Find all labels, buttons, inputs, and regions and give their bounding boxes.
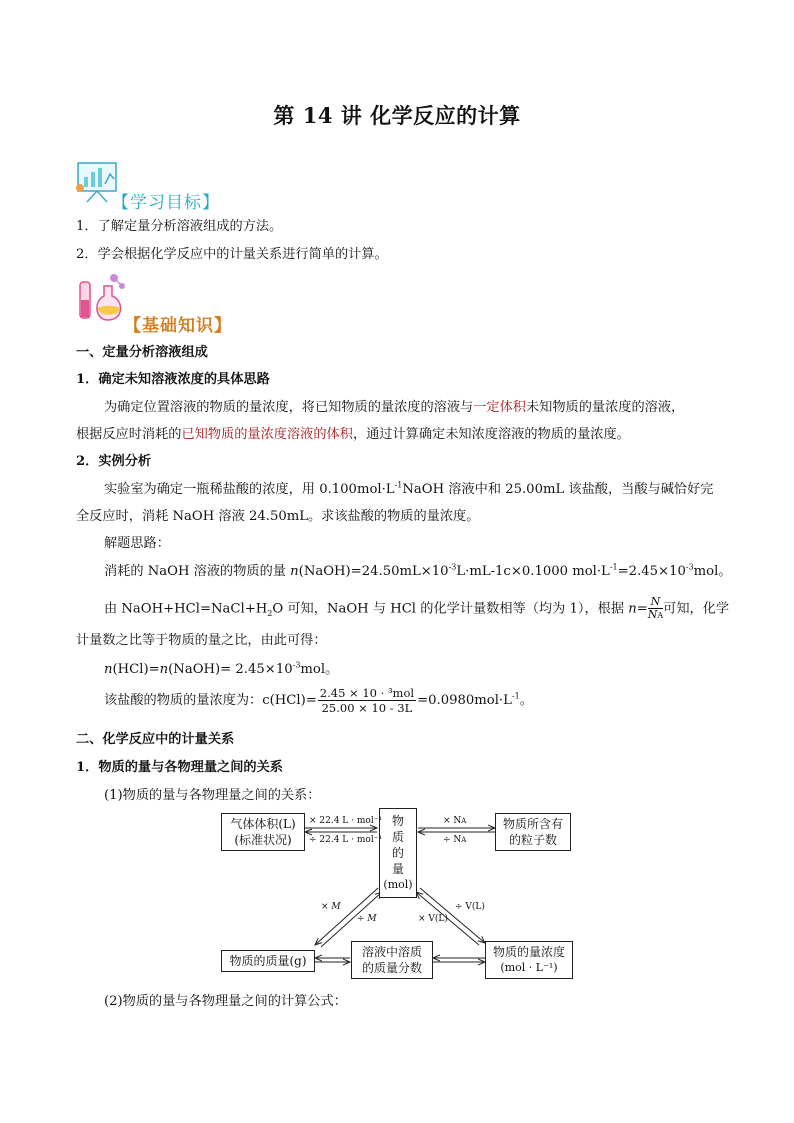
arrow-label: ÷ V(L) (455, 902, 485, 912)
part2-sub1-heading: 1．物质的量与各物理量之间的关系 (76, 760, 283, 775)
molar-concentration-box: 物质的量浓度 (mol · L⁻¹) (485, 941, 573, 979)
particle-count-box: 物质所含有 的粒子数 (495, 813, 571, 851)
part2-heading: 二、化学反应中的计量关系 (76, 732, 235, 747)
mass-box: 物质的质量(g) (221, 950, 315, 972)
list-item: (2)物质的量与各物理量之间的计算公式： (104, 994, 347, 1009)
concentration-fraction: $\frac{\text{2.45 × 10 · ³mol}}{25.00 \times 10 - 3L}$ (319, 686, 415, 715)
goal-item: 1．了解定量分析溶液组成的方法。 (76, 219, 283, 234)
part1-heading: 一、定量分析溶液组成 (76, 345, 208, 360)
paragraph: 实验室为确定一瓶稀盐酸的浓度，用 $0.100mol\cdot L^{-1}NaOH$ 溶液中和 25.00mL 该盐酸，当酸与碱恰好完 (104, 480, 714, 497)
thinking-label: 解题思路： (104, 536, 170, 551)
learning-goals-heading: 【学习目标】 (112, 193, 220, 213)
arrow-label: × M (321, 902, 341, 912)
formula-fraction: $\frac{N}{NA}$ (647, 595, 664, 621)
chemistry-flask-icon (74, 272, 130, 324)
amount-of-substance-box: 物 质 的 量 (mol) (379, 808, 417, 898)
mass-fraction-box: 溶液中溶质 的质量分数 (351, 941, 433, 979)
paragraph: 根据反应时消耗的已知物质的量浓度溶液的体积，通过计算确定未知浓度溶液的物质的量浓度。 (76, 427, 630, 442)
goal-item: 2．学会根据化学反应中的计量关系进行简单的计算。 (76, 247, 388, 262)
arrow-label: × 22.4 L · mol⁻¹ (309, 816, 383, 826)
list-item: (1)物质的量与各物理量之间的关系： (104, 788, 321, 803)
basic-knowledge-heading: 【基础知识】 (124, 316, 232, 336)
highlight-text: 已知物质的量浓度溶液的体积 (181, 427, 353, 442)
paragraph: 全反应时，消耗 NaOH 溶液 24.50mL。求该盐酸的物质的量浓度。 (76, 509, 480, 524)
part1-sub2-heading: 2．实例分析 (76, 454, 152, 469)
relationship-diagram (215, 808, 590, 980)
paragraph: 计量数之比等于物质的量之比，由此可得： (76, 633, 327, 648)
paragraph: 为确定位置溶液的物质的量浓度，将已知物质的量浓度的溶液与一定体积未知物质的量浓度的溶液， (104, 400, 685, 415)
highlight-text: 一定体积 (473, 400, 526, 415)
solution-step-3: n(HCl)=n(NaOH)= $2.45\times 10^{-3}mol$。 (104, 660, 339, 677)
part1-sub1-heading: 1．确定未知溶液浓度的具体思路 (76, 372, 270, 387)
page-title: 第 14 讲 化学反应的计算 (273, 103, 521, 128)
arrow-label: × V(L) (418, 914, 448, 924)
solution-step-4: 该盐酸的物质的量浓度为：c(HCl)= $\frac{\text{2.45 × 10 · ³mol}}{25.00 \times 10 - 3L}$ $=0.0980mol\cdot L^{-1}$。 (104, 686, 533, 715)
solution-step-1: 消耗的 NaOH 溶液的物质的量 $n(NaOH)=24.50mL\times 10^{-3}L\cdot mL-1c\times 0.1000$ $mol\cdot L^{-1}=2.45\times 10^{-3}mol$。 (104, 562, 732, 579)
arrow-label: ÷ 22.4 L · mol⁻¹ (309, 835, 383, 845)
arrow-label: ÷ M (357, 914, 377, 924)
arrow-label: ÷ NA (443, 835, 467, 845)
gas-volume-box: 气体体积(L) (标准状况) (221, 813, 305, 851)
arrow-label: × NA (443, 816, 467, 826)
solution-step-2: 由 $NaOH+HCl=NaCl+H_2O$ 可知，NaOH 与 HCl 的化学计量数相等（均为 1），根据 n= $\frac{N}{NA}$可知，化学 (104, 595, 730, 621)
